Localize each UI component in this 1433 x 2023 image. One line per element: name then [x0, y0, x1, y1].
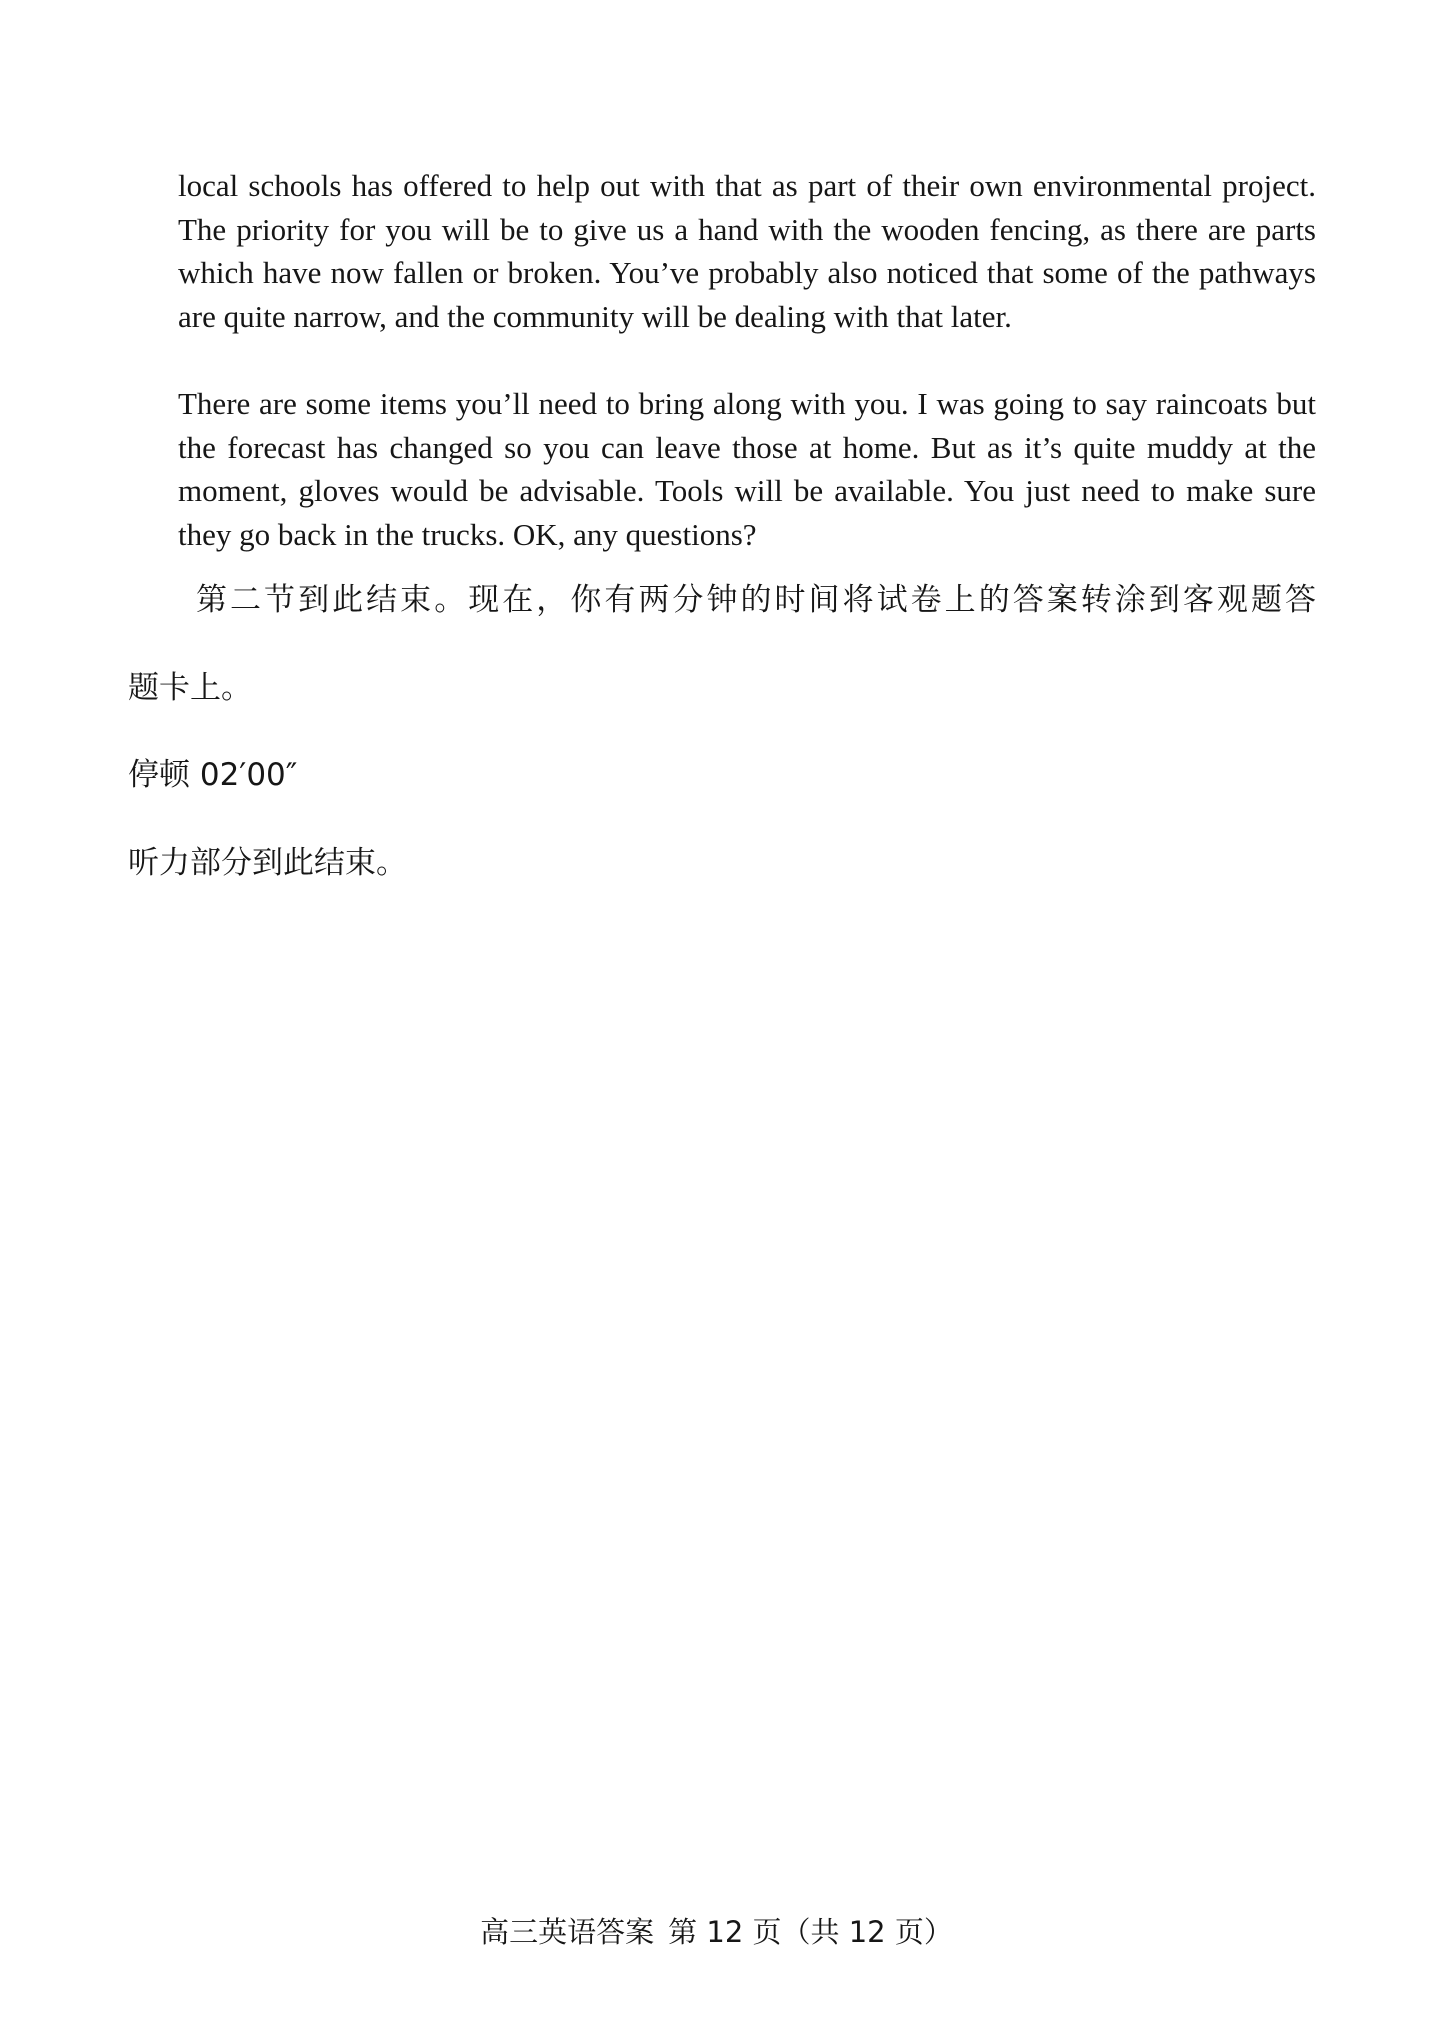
transcript-paragraph-1: local schools has offered to help out with that as part of their own environmental project. The priority for you will be to give us a hand with the wooden fencing, as there are parts which have now fallen or broken. You’ve probably also noticed that some of the pathways are quite narrow, and the community will be dealing with that later. — [178, 168, 1316, 334]
footer-doc-title: 高三英语答案 — [480, 1915, 655, 1949]
section-end-instruction-line-1: 第二节到此结束。现在，你有两分钟的时间将试卷上的答案转涂到客观题答 — [196, 582, 1316, 618]
page-footer — [0, 1914, 1433, 1950]
section-end-instruction-line-2: 题卡上。 — [128, 670, 252, 706]
footer-page-number: 第 12 页（共 12 页） — [668, 1915, 953, 1949]
pause-instruction: 停顿 02′00″ — [128, 757, 298, 793]
transcript-paragraph-2: There are some items you’ll need to bring along with you. I was going to say raincoats but the forecast has changed so you can leave those at home. But as it’s quite muddy at the moment, gloves would be advisable. Tools will be available. You just need to make sure they go back in the trucks. OK, any questions? — [178, 386, 1316, 552]
listening-end-instruction: 听力部分到此结束。 — [128, 845, 407, 881]
